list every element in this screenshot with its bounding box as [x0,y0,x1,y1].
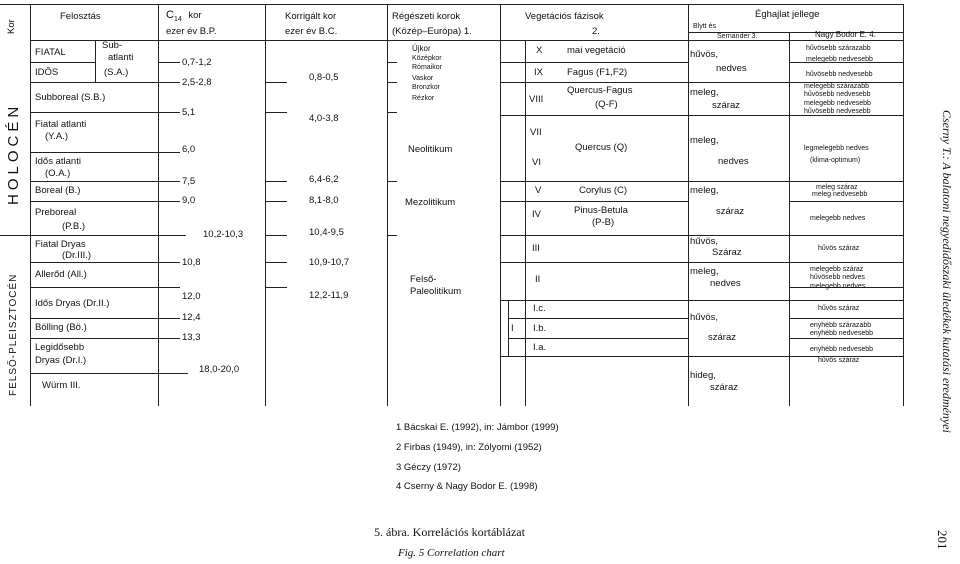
header-regeszeti: Régészeti korok [392,11,461,22]
blytt-text: száraz [716,206,744,217]
header-kor: Kor [6,19,17,34]
blytt-text: meleg, [690,185,719,196]
vegetacio-phase: I.a. [533,342,547,353]
header-vegetacio: Vegetációs fázisok [525,11,604,22]
nagy-text: (klima-optimum) [810,157,861,164]
reference-item: 2 Firbas (1949), in: Zólyomi (1952) [396,442,542,453]
blytt-text: hűvös, [690,312,718,323]
blytt-text: hűvös, [690,49,718,60]
nagy-text: meleg nedvesebb [812,191,868,198]
header-c14-unit: ezer év B.P. [166,26,217,37]
felosztas-wurm: Würm III. [42,380,81,391]
header-eghajlat: Éghajlat jellege [755,9,820,20]
vegetacio-text: (P-B) [592,217,615,228]
felosztas-allerod: Allerőd (All.) [35,269,87,280]
header-korrigalt-unit: ezer év B.C. [285,26,338,37]
felosztas-ya: (Y.A.) [45,131,69,142]
felosztas-dryas1: Dryas (Dr.I.) [35,355,87,366]
blytt-text: nedves [718,156,749,167]
blytt-text: száraz [708,332,736,343]
blytt-text: Száraz [712,247,742,258]
nagy-text: hűvös száraz [818,305,860,312]
header-blytt: Blytt és [693,23,716,30]
vegetacio-phase: IV [532,209,541,220]
felosztas-pb: (P.B.) [62,221,86,232]
c14-value: 18,0-20,0 [199,364,240,375]
felosztas-sa: (S.A.) [104,67,129,78]
c14-value: 7,5 [182,176,196,187]
c14-value: 12,4 [182,312,201,323]
c14-value: 13,3 [182,332,201,343]
caption-hu: 5. ábra. Korrelációs kortáblázat [374,525,525,539]
nagy-text: hűvösebb szárazabb [806,45,871,52]
kor-pleisztocen: FELSŐ-PLEISZTOCÉN [8,273,19,396]
reference-item: 1 Bácskai E. (1992), in: Jámbor (1999) [396,422,559,433]
vegetacio-text: Pinus-Betula [574,205,628,216]
nagy-text: enyhébb nedvesebb [810,346,874,353]
regeszeti-mezolitikum: Mezolitikum [405,197,456,208]
nagy-text: melegebb nedves [810,215,866,222]
blytt-text: száraz [712,100,740,111]
felosztas-fiatal: FIATAL [35,47,66,58]
blytt-text: meleg, [690,266,719,277]
blytt-text: nedves [710,278,741,289]
regeszeti-felso: Felső- [410,274,437,285]
vegetacio-text: Corylus (C) [579,185,628,196]
regeszeti-ujkor: Újkor [412,44,431,53]
vegetacio-text: mai vegetáció [567,45,626,56]
felosztas-idos: IDŐS [35,67,59,78]
felosztas-fiatal-atlanti: Fiatal atlanti [35,119,87,130]
nagy-text: hűvösebb nedvesebb [804,91,871,98]
caption-en: Fig. 5 Correlation chart [398,547,505,559]
nagy-text: hűvös száraz [818,245,860,252]
nagy-text: hűvösebb nedvesebb [806,71,873,78]
regeszeti-romaikor: Rómaikor [412,64,442,71]
blytt-text: meleg, [690,87,719,98]
blytt-text: meleg, [690,135,719,146]
vegetacio-phase: I.c. [533,303,546,314]
vegetacio-text: Quercus (Q) [575,142,628,153]
felosztas-preboreal: Preboreal [35,207,77,218]
korrigalt-value: 12,2-11,9 [309,290,349,301]
blytt-text: nedves [716,63,747,74]
korrigalt-value: 10,9-10,7 [309,257,350,268]
regeszeti-bronzkor: Bronzkor [412,84,441,91]
regeszeti-paleolitikum: Paleolitikum [410,286,462,297]
c14-value: 9,0 [182,195,196,206]
vegetacio-phase: V [535,185,542,196]
felosztas-boreal: Boreal (B.) [35,185,81,196]
korrigalt-value: 6,4-6,2 [309,174,339,185]
vegetacio-text: Fagus (F1,F2) [567,67,628,78]
vegetacio-phase: VIII [529,94,544,105]
reference-item: 3 Géczy (1972) [396,462,461,473]
regeszeti-rezkor: Rézkor [412,95,435,102]
blytt-text: hűvös, [690,236,718,247]
nagy-text: melegebb nedvesebb [806,56,873,63]
vegetacio-phase: II [535,274,541,285]
vegetacio-phase: X [536,45,543,56]
korrigalt-value: 8,1-8,0 [309,195,339,206]
regeszeti-neolitikum: Neolitikum [408,144,453,155]
vegetacio-text: Quercus-Fagus [567,85,633,96]
running-head-text: Cserny T.: A balatoni negyedidőszaki üledékek kutatási eredményei [940,110,954,433]
vegetacio-text: (Q-F) [595,99,618,110]
nagy-text: melegebb száraz [810,266,864,273]
header-felosztas: Felosztás [60,11,101,22]
vegetacio-phase: VI [532,157,541,168]
running-head-wrap [914,100,954,520]
header-nagy: Nagy Bodor E. 4. [815,30,876,39]
felosztas-legidosebb: Legidősebb [35,342,85,353]
header-blytt2: Sernander 3. [717,33,758,40]
nagy-text: melegebb szárazabb [804,83,869,90]
header-korrigalt: Korrigált kor [285,11,337,22]
felosztas-fiatal-dryas: Fiatal Dryas [35,239,86,250]
header-c14: $C_{14}$ kor [166,9,202,23]
nagy-text: hűvösebb nedves [810,274,865,281]
felosztas-idos-atlanti: Idős atlanti [35,156,81,167]
vegetacio-phase: III [532,243,540,254]
c14-value: 0,7-1,2 [182,57,212,68]
nagy-text: legmelegebb nedves [804,145,869,152]
c14-value: 10,2-10,3 [203,229,244,240]
c14-value: 6,0 [182,144,196,155]
felosztas-subboreal: Subboreal (S.B.) [35,92,106,103]
felosztas-bolling: Bölling (Bö.) [35,322,87,333]
kor-holocen: HOLOCÉN [5,102,22,205]
felosztas-sub: Sub- [102,40,123,51]
regeszeti-vaskor: Vaskor [412,75,434,82]
nagy-text: melegebb nedvesebb [804,100,871,107]
c14-value: 2,5-2,8 [182,77,212,88]
korrigalt-value: 4,0-3,8 [309,113,339,124]
nagy-text: hűvös száraz [818,357,860,364]
korrigalt-value: 10,4-9,5 [309,227,344,238]
vegetacio-phase: VII [530,127,542,138]
c14-value: 5,1 [182,107,196,118]
nagy-text: melegebb nedves [810,283,866,290]
blytt-text: hideg, [690,370,716,381]
korrigalt-value: 0,8-0,5 [309,72,339,83]
c14-value: 12,0 [182,291,201,302]
header-vegetacio-num: 2. [592,26,600,37]
nagy-text: meleg száraz [816,184,858,191]
felosztas-atlanti: atlanti [108,52,134,63]
felosztas-dr3: (Dr.III.) [62,250,92,261]
nagy-text: enyhébb szárazabb [810,322,872,329]
nagy-text: enyhébb nedvesebb [810,330,874,337]
vegetacio-phase: IX [534,67,543,78]
vegetacio-phase: I.b. [533,323,547,334]
nagy-text: hűvösebb nedvesebb [804,108,871,115]
c14-value: 10,8 [182,257,201,268]
felosztas-idos-dryas: Idős Dryas (Dr.II.) [35,298,110,309]
vegetacio-phase: I [511,323,514,334]
reference-item: 4 Cserny & Nagy Bodor E. (1998) [396,481,538,492]
page-number: 201 [935,530,950,550]
felosztas-oa: (O.A.) [45,168,71,179]
blytt-text: száraz [710,382,738,393]
regeszeti-kozepkor: Középkor [412,55,442,62]
header-regeszeti-sub: (Közép–Európa) 1. [392,26,472,37]
